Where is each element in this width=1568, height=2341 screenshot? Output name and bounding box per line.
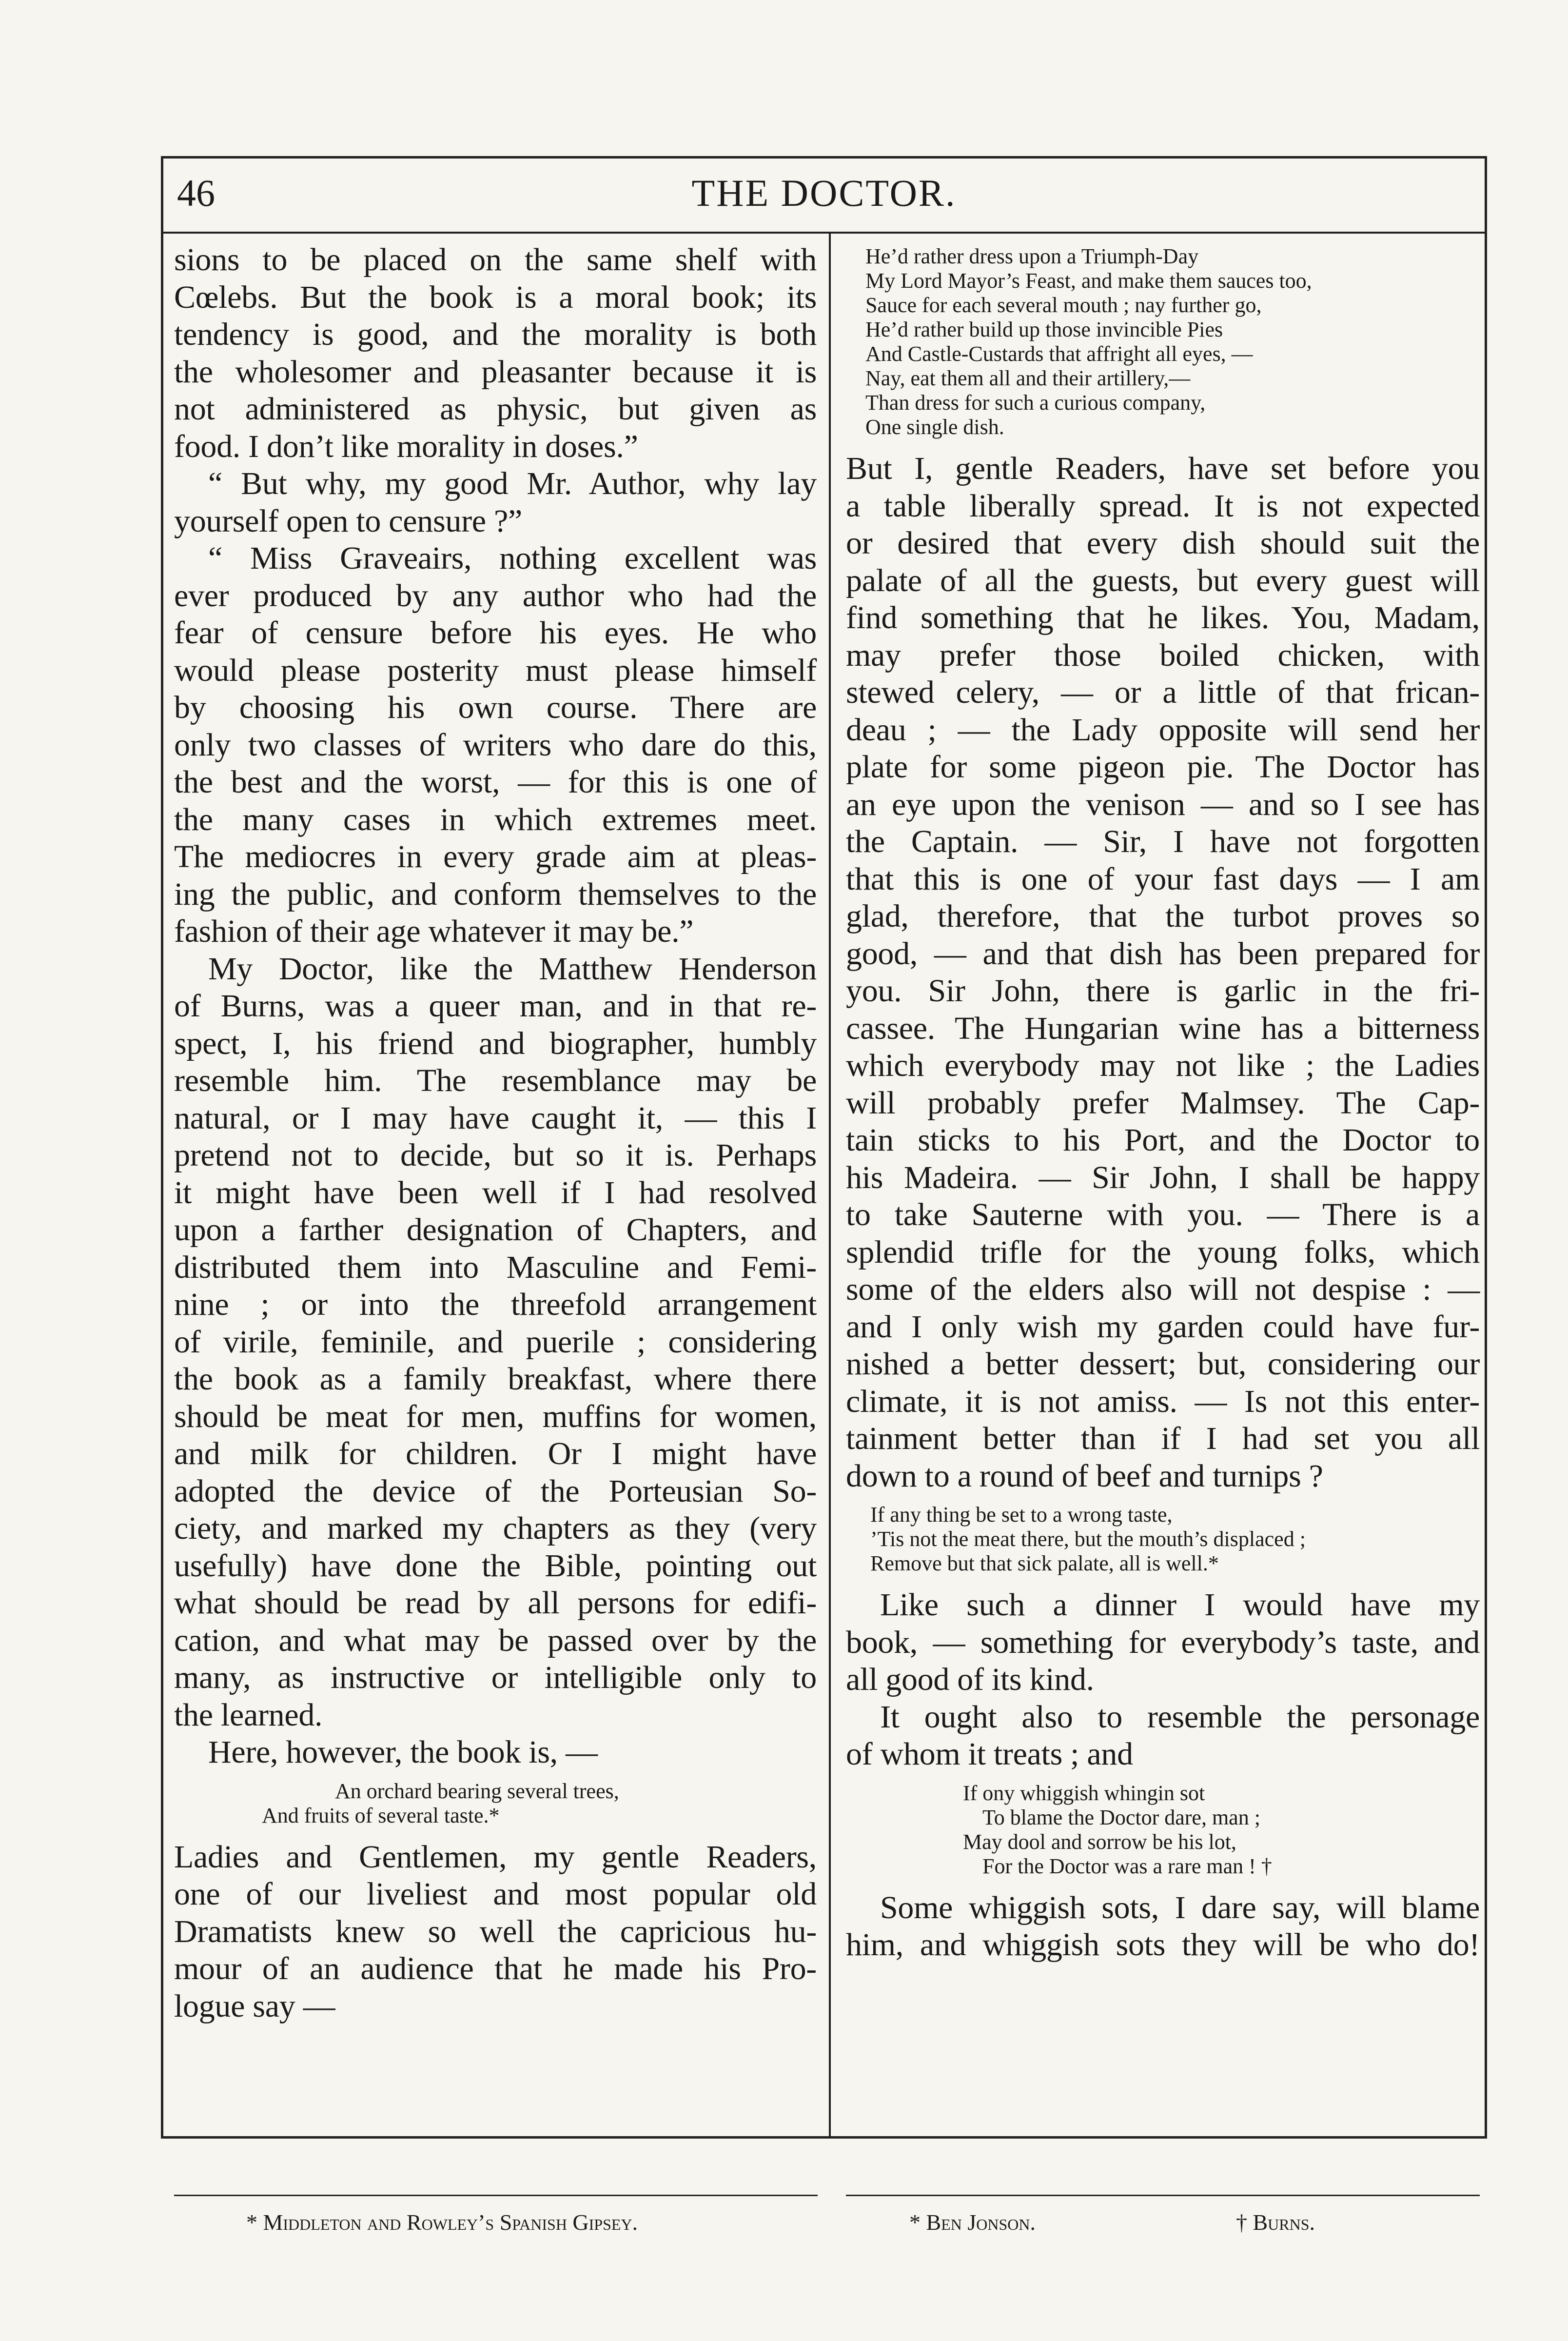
text-line: the best and the worst, — for this is one of <box>174 764 817 800</box>
verse-line: If ony whiggish whingin sot <box>963 1781 1205 1805</box>
footnote-rule <box>846 2195 1480 2196</box>
text-line: yourself open to censure ?” <box>174 503 522 539</box>
text-line: My Doctor, like the Matthew Henderson <box>208 951 817 987</box>
text-line: not administered as physic, but given as <box>174 391 817 427</box>
text-line: tain sticks to his Port, and the Doctor to <box>846 1122 1480 1158</box>
verse-quote <box>846 1781 1480 1879</box>
text-line: Ladies and Gentlemen, my gentle Readers, <box>174 1839 817 1875</box>
text-line: good, — and that dish has been prepared for <box>846 935 1480 972</box>
text-line: the wholesomer and pleasanter because it is <box>174 354 817 390</box>
text-line: it might have been well if I had resolved <box>174 1174 817 1210</box>
text-line: But I, gentle Readers, have set before you <box>846 451 1480 486</box>
text-line: “ Miss Graveairs, nothing excellent was <box>208 540 817 576</box>
text-line: natural, or I may have caught it, — this I <box>174 1100 817 1136</box>
verse-line: He’d rather build up those invincible Pies <box>865 317 1223 341</box>
text-line: Dramatists knew so well the capricious hu- <box>174 1913 817 1949</box>
verse-line: He’d rather dress upon a Triumph-Day <box>865 244 1199 268</box>
text-line: you. Sir John, there is garlic in the fri- <box>846 973 1480 1009</box>
text-line: logue say — <box>174 1988 335 2024</box>
text-line: ing the public, and conform themselves to the <box>174 876 817 912</box>
running-title: THE DOCTOR. <box>691 172 957 214</box>
text-line: pretend not to decide, but so it is. Perhaps <box>174 1137 817 1173</box>
text-line: ciety, and marked my chapters as they (very <box>174 1510 817 1546</box>
text-line: splendid trifle for the young folks, which <box>846 1234 1480 1270</box>
text-line: Like such a dinner I would have my <box>880 1587 1480 1623</box>
text-line: tainment better than if I had set you all <box>846 1421 1480 1456</box>
text-line: plate for some pigeon pie. The Doctor has <box>846 749 1480 785</box>
verse-line: My Lord Mayor’s Feast, and make them sauces too, <box>865 269 1312 293</box>
footnote-left: * Middleton and Rowley’s Spanish Gipsey. <box>246 2210 638 2235</box>
verse-line: Than dress for such a curious company, <box>865 391 1206 415</box>
column-divider <box>829 232 831 2136</box>
text-line: stewed celery, — or a little of that frican- <box>846 675 1480 710</box>
verse-line: ’Tis not the meat there, but the mouth’s displaced ; <box>870 1527 1306 1551</box>
text-line: cation, and what may be passed over by the <box>174 1622 817 1658</box>
text-line: an eye upon the venison — and so I see has <box>846 786 1480 822</box>
text-line: Here, however, the book is, — <box>208 1734 598 1770</box>
text-line: what should be read by all persons for edifi- <box>174 1585 817 1621</box>
text-line: will probably prefer Malmsey. The Cap- <box>846 1085 1480 1121</box>
text-line: ever produced by any author who had the <box>174 577 817 614</box>
verse-line: Nay, eat them all and their artillery,— <box>865 366 1191 390</box>
page-frame <box>161 156 1487 2235</box>
text-line: The mediocres in every grade aim at pleas- <box>174 839 817 874</box>
text-line: and I only wish my garden could have fur- <box>846 1309 1480 1345</box>
text-line: all good of its kind. <box>846 1662 1094 1697</box>
footnote-rule <box>174 2195 818 2196</box>
left-prose-a <box>174 241 817 1771</box>
text-line: should be meat for men, muffins for women, <box>174 1398 817 1434</box>
running-header <box>163 159 1485 234</box>
text-line: resemble him. The resemblance may be <box>174 1063 817 1098</box>
text-line: may prefer those boiled chicken, with <box>846 637 1480 673</box>
text-line: of whom it treats ; and <box>846 1736 1133 1772</box>
text-line: It ought also to resemble the personage <box>880 1699 1480 1735</box>
text-line: the many cases in which extremes meet. <box>174 801 817 837</box>
text-line: food. I don’t like morality in doses.” <box>174 428 638 464</box>
verse-quote <box>846 244 1480 439</box>
right-prose-a <box>846 450 1480 1495</box>
verse-line: An orchard bearing several trees, <box>335 1779 619 1803</box>
footnote-ben-jonson: * Ben Jonson. <box>909 2210 1036 2235</box>
text-line: Some whiggish sots, I dare say, will blame <box>880 1889 1480 1925</box>
text-line: usefully) have done the Bible, pointing out <box>174 1547 817 1584</box>
text-line: book, — something for everybody’s taste, and <box>846 1624 1480 1660</box>
verse-line: Sauce for each several mouth ; nay further go, <box>865 293 1262 317</box>
left-prose-b <box>174 1839 817 2025</box>
text-line: that this is one of your fast days — I am <box>846 861 1480 897</box>
verse-line: And Castle-Custards that affright all eyes, — <box>865 342 1253 366</box>
text-line: tendency is good, and the morality is both <box>174 317 817 352</box>
text-line: would please posterity must please himself <box>174 652 817 688</box>
text-line: sions to be placed on the same shelf with <box>174 242 817 278</box>
text-line: which everybody may not like ; the Ladies <box>846 1048 1480 1083</box>
right-prose-b <box>846 1587 1480 1773</box>
text-line: the learned. <box>174 1697 323 1733</box>
text-line: glad, therefore, that the turbot proves so <box>846 898 1480 934</box>
text-line: to take Sauterne with you. — There is a <box>846 1197 1480 1232</box>
text-line: down to a round of beef and turnips ? <box>846 1458 1323 1494</box>
text-line: by choosing his own course. There are <box>174 690 817 725</box>
text-line: of Burns, was a queer man, and in that re- <box>174 988 817 1024</box>
text-line: and milk for children. Or I might have <box>174 1436 817 1471</box>
left-column <box>174 241 817 2025</box>
text-line: cassee. The Hungarian wine has a bitterness <box>846 1010 1480 1046</box>
text-line: distributed them into Masculine and Femi- <box>174 1249 817 1285</box>
text-line: “ But why, my good Mr. Author, why lay <box>208 466 817 501</box>
text-line: nine ; or into the threefold arrangement <box>174 1287 817 1322</box>
footnote-burns: † Burns. <box>1236 2210 1315 2235</box>
text-line: fear of censure before his eyes. He who <box>174 615 817 651</box>
text-line: some of the elders also will not despise : — <box>846 1271 1480 1307</box>
verse-line: May dool and sorrow be his lot, <box>963 1829 1236 1854</box>
text-line: adopted the device of the Porteusian So- <box>174 1473 817 1509</box>
text-line: a table liberally spread. It is not expected <box>846 488 1480 524</box>
text-line: find something that he likes. You, Madam, <box>846 600 1480 635</box>
text-line: him, and whiggish sots they will be who do! <box>846 1927 1480 1963</box>
verse-line: For the Doctor was a rare man ! † <box>982 1854 1272 1878</box>
text-line: the Captain. — Sir, I have not forgotten <box>846 824 1480 859</box>
text-line: only two classes of writers who dare do this, <box>174 727 817 763</box>
verse-line: To blame the Doctor dare, man ; <box>982 1805 1260 1829</box>
verse-line: Remove but that sick palate, all is well.* <box>870 1551 1219 1575</box>
text-line: upon a farther designation of Chapters, and <box>174 1212 817 1248</box>
text-line: nished a better dessert; but, considering our <box>846 1346 1480 1382</box>
verse-quote <box>846 1503 1480 1576</box>
verse-line: And fruits of several taste.* <box>262 1803 500 1827</box>
text-line: fashion of their age whatever it may be.” <box>174 913 694 949</box>
text-line: palate of all the guests, but every guest will <box>846 562 1480 598</box>
text-line: spect, I, his friend and biographer, humbly <box>174 1025 817 1061</box>
verse-line: One single dish. <box>865 415 1004 439</box>
right-prose-c <box>846 1889 1480 1964</box>
text-line: many, as instructive or intelligible only to <box>174 1660 817 1695</box>
text-line: his Madeira. — Sir John, I shall be happy <box>846 1159 1480 1195</box>
text-line: mour of an audience that he made his Pro- <box>174 1951 817 1986</box>
verse-quote <box>174 1779 817 1828</box>
page-number: 46 <box>177 172 215 214</box>
text-line: the book as a family breakfast, where there <box>174 1361 817 1397</box>
verse-line: If any thing be set to a wrong taste, <box>870 1503 1173 1527</box>
right-column <box>846 241 1480 1964</box>
text-line: climate, it is not amiss. — Is not this enter- <box>846 1383 1480 1419</box>
text-line: one of our liveliest and most popular old <box>174 1876 817 1912</box>
text-line: or desired that every dish should suit the <box>846 525 1480 561</box>
text-line: Cœlebs. But the book is a moral book; its <box>174 279 817 315</box>
text-line: deau ; — the Lady opposite will send her <box>846 712 1480 748</box>
text-line: of virile, feminile, and puerile ; considering <box>174 1324 817 1360</box>
